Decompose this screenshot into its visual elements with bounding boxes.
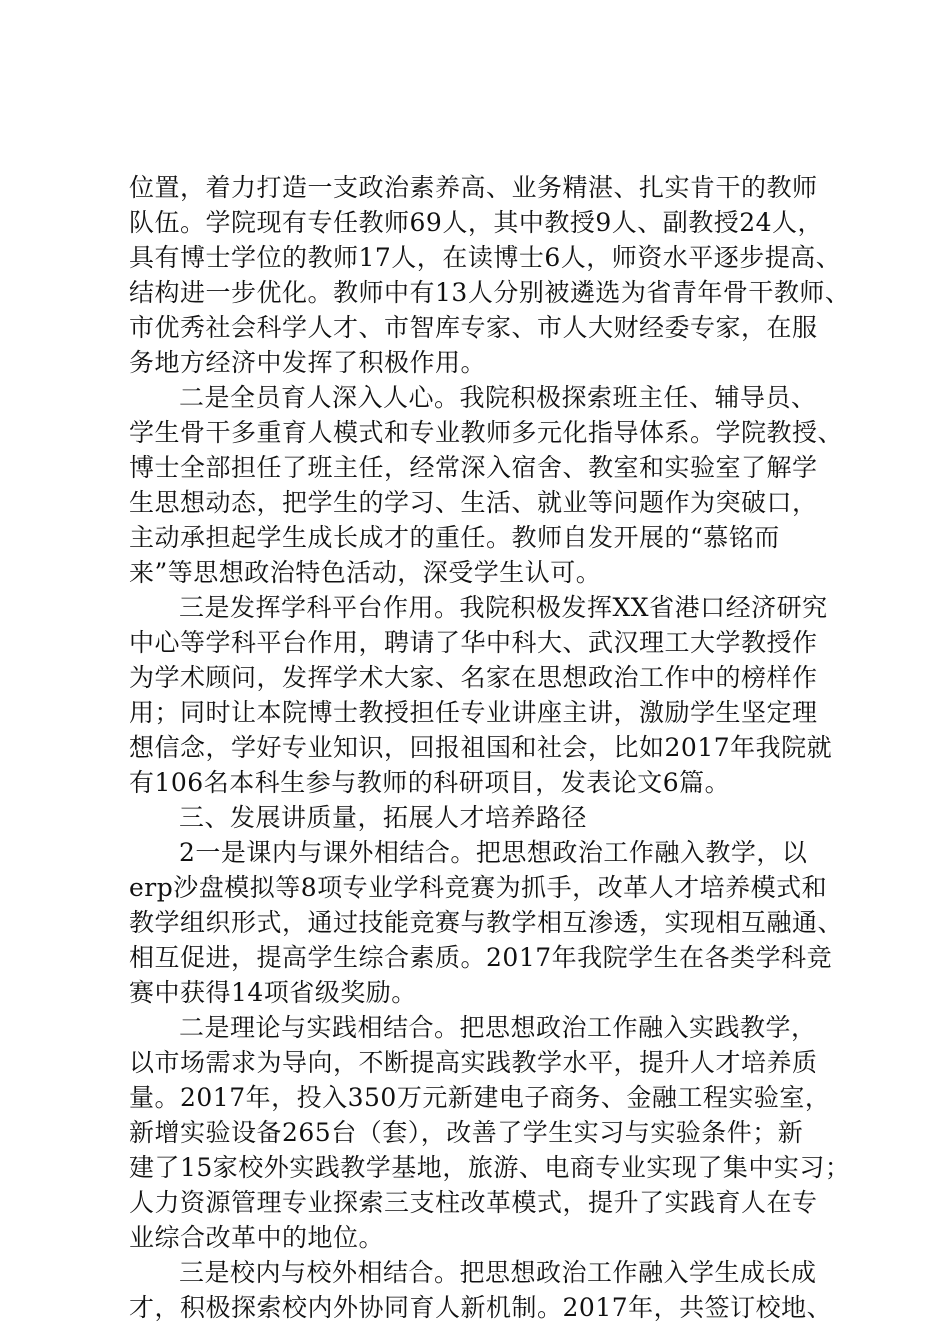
text-line: erp沙盘模拟等8项专业学科竞赛为抓手，改革人才培养模式和 xyxy=(129,873,828,902)
text-line: 有106名本科生参与教师的科研项目，发表论文6篇。 xyxy=(129,768,731,797)
text-line: 赛中获得14项省级奖励。 xyxy=(129,978,417,1007)
text-line: 以市场需求为导向，不断提高实践教学水平，提升人才培养质 xyxy=(129,1048,818,1077)
text-line: 队伍。学院现有专任教师69人，其中教授9人、副教授24人， xyxy=(129,208,824,237)
paragraph-first-line: 2一是课内与课外相结合。把思想政治工作融入教学，以 xyxy=(179,838,808,867)
text-line: 建了15家校外实践教学基地，旅游、电商专业实现了集中实习； xyxy=(129,1153,851,1182)
text-line: 具有博士学位的教师17人，在读博士6人，师资水平逐步提高、 xyxy=(129,243,842,272)
text-line: 来”等思想政治特色活动，深受学生认可。 xyxy=(129,558,602,587)
text-line: 务地方经济中发挥了积极作用。 xyxy=(129,348,487,377)
text-line: 生思想动态，把学生的学习、生活、就业等问题作为突破口， xyxy=(129,488,818,517)
text-line: 量。2017年，投入350万元新建电子商务、金融工程实验室， xyxy=(129,1083,831,1112)
text-line: 主动承担起学生成长成才的重任。教师自发开展的“慕铭而 xyxy=(129,523,780,552)
text-line: 才，积极探索校内外协同育人新机制。2017年，共签订校地、 xyxy=(129,1293,833,1322)
text-line: 新增实验设备265台（套），改善了学生实习与实验条件；新 xyxy=(129,1118,804,1147)
text-line: 教学组织形式，通过技能竞赛与教学相互渗透，实现相互融通、 xyxy=(129,908,844,937)
text-line: 业综合改革中的地位。 xyxy=(129,1223,385,1252)
text-line: 中心等学科平台作用，聘请了华中科大、武汉理工大学教授作 xyxy=(129,628,818,657)
text-line: 人力资源管理专业探索三支柱改革模式，提升了实践育人在专 xyxy=(129,1188,818,1217)
text-line: 为学术顾问，发挥学术大家、名家在思想政治工作中的榜样作 xyxy=(129,663,818,692)
paragraph-first-line: 三、发展讲质量，拓展人才培养路径 xyxy=(179,803,588,832)
paragraph-first-line: 三是发挥学科平台作用。我院积极发挥XX省港口经济研究 xyxy=(179,593,828,622)
text-line: 位置，着力打造一支政治素养高、业务精湛、扎实肯干的教师 xyxy=(129,173,818,202)
text-line: 市优秀社会科学人才、市智库专家、市人大财经委专家，在服 xyxy=(129,313,818,342)
text-line: 结构进一步优化。教师中有13人分别被遴选为省青年骨干教师、 xyxy=(129,278,851,307)
document-body xyxy=(129,170,851,1325)
paragraph-first-line: 二是全员育人深入人心。我院积极探索班主任、辅导员、 xyxy=(179,383,817,412)
text-line: 学生骨干多重育人模式和专业教师多元化指导体系。学院教授、 xyxy=(129,418,844,447)
text-line: 相互促进，提高学生综合素质。2017年我院学生在各类学科竞 xyxy=(129,943,833,972)
text-line: 博士全部担任了班主任，经常深入宿舍、教室和实验室了解学 xyxy=(129,453,818,482)
paragraph-first-line: 二是理论与实践相结合。把思想政治工作融入实践教学， xyxy=(179,1013,817,1042)
paragraph-first-line: 三是校内与校外相结合。把思想政治工作融入学生成长成 xyxy=(179,1258,817,1287)
text-line: 用；同时让本院博士教授担任专业讲座主讲，激励学生坚定理 xyxy=(129,698,818,727)
text-line: 想信念，学好专业知识，回报祖国和社会，比如2017年我院就 xyxy=(129,733,833,762)
